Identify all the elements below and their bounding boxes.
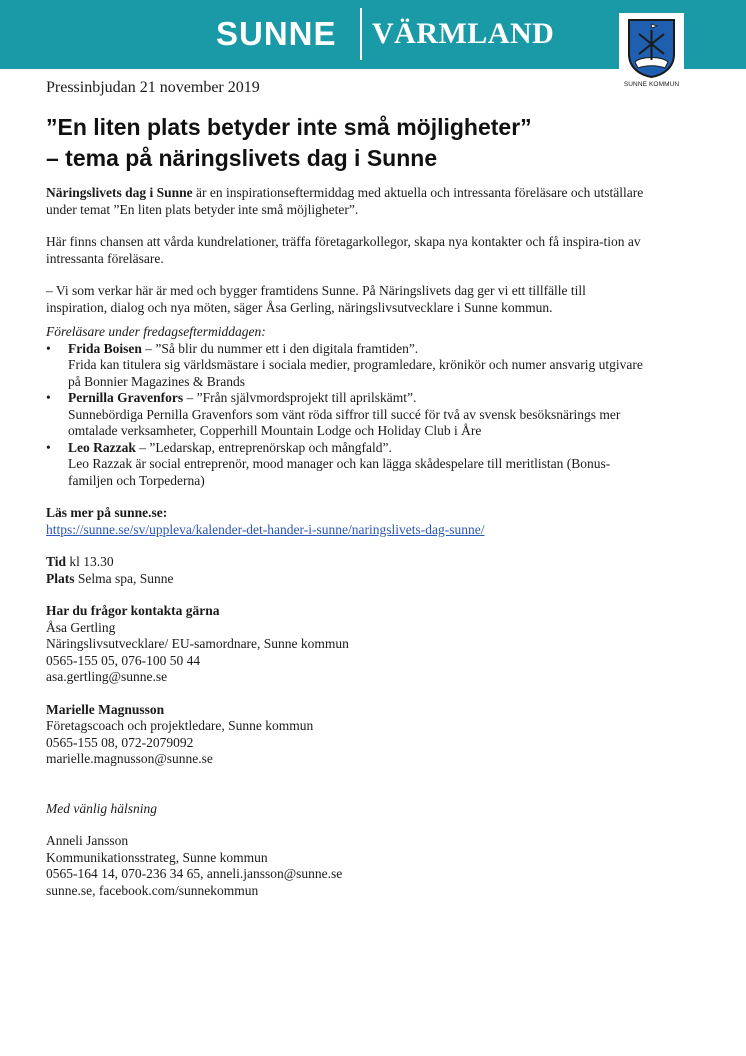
signature-role: Kommunikationsstrateg, Sunne kommun: [46, 849, 268, 865]
contact2-phone: 0565-155 08, 072-2079092: [46, 734, 194, 750]
headline-line-2: – tema på näringslivets dag i Sunne: [46, 145, 438, 171]
contact1-role: Näringslivsutvecklare/ EU-samordnare, Sunne kommun: [46, 636, 349, 651]
brand-region: VÄRMLAND: [372, 17, 555, 50]
speaker-name: Leo Razzak: [68, 439, 136, 455]
brand-divider: [360, 8, 362, 60]
paragraph-chance: Här finns chansen att vårda kundrelationer, träffa företagarkollegor, skapa nya kontakter och få inspira-tion av intressanta föreläsare.: [46, 234, 641, 266]
contact-heading: [46, 603, 646, 620]
contact2-name-text: Marielle Magnusson: [46, 701, 165, 717]
speaker-name: Frida Boisen: [68, 340, 142, 356]
contact2-role: Företagscoach och projektledare, Sunne kommun: [46, 718, 314, 733]
intro-text: är en inspirationseftermiddag med aktuella och intressanta föreläsare och utställare under temat ”En liten plats betyder inte små möjligheter”.: [46, 185, 644, 217]
logo-caption: SUNNE KOMMUN: [623, 81, 680, 88]
signature-contact: 0565-164 14, 070-236 34 65, anneli.jansson@sunne.se: [46, 866, 343, 881]
place-line: [46, 571, 646, 588]
speaker-item: [46, 390, 646, 440]
speaker-item: [46, 341, 646, 391]
contact1-name: Åsa Gertling: [46, 619, 116, 635]
signature-name: Anneli Jansson: [46, 833, 129, 848]
headline-line-1: ”En liten plats betyder inte små möjligheter”: [46, 114, 532, 140]
speaker-name: Pernilla Gravenfors: [68, 390, 184, 405]
place-label: Plats: [46, 570, 75, 586]
readmore-link-line: [46, 522, 646, 539]
time-line: [46, 554, 646, 571]
speaker-description: Sunnebördiga Pernilla Gravenfors som vänt röda siffror till succé för två av svensk besöksnärings mer omtalade verksamheter, Copperhill Mountain Lodge och Holiday Club i Åre: [68, 406, 621, 438]
speaker-talk: – ”Från självmordsprojekt till aprilskämt”.: [183, 390, 417, 405]
place-value: Selma spa, Sunne: [74, 570, 174, 586]
bullet: •: [46, 439, 51, 455]
paragraph-quote: – Vi som verkar här är med och bygger framtidens Sunne. På Näringslivets dag ger vi ett tillfälle till inspiration, dialog och nya möten, säger Åsa Gerling, näringslivsutvecklare i Sunne kommun.: [46, 283, 586, 315]
intro-bold: Näringslivets dag i Sunne: [46, 185, 193, 200]
intro-paragraph: [46, 185, 646, 218]
press-release-body: [46, 78, 646, 899]
speaker-talk: – ”Så blir du nummer ett i den digitala framtiden”.: [141, 340, 419, 356]
speaker-talk: – ”Ledarskap, entreprenörskap och mångfald”.: [135, 439, 392, 455]
contact2-email: marielle.magnusson@sunne.se: [46, 751, 213, 766]
contact1-email: asa.gertling@sunne.se: [46, 669, 168, 684]
time-value: kl 13.30: [66, 554, 114, 569]
headline: [46, 112, 646, 174]
speakers-heading: Föreläsare under fredagseftermiddagen:: [46, 324, 266, 339]
readmore-heading-text: Läs mer på sunne.se:: [46, 505, 168, 520]
time-label: Tid: [46, 554, 67, 569]
contact1-phone: 0565-155 05, 076-100 50 44: [46, 652, 201, 668]
speaker-item: [46, 440, 646, 490]
speaker-description: Frida kan titulera sig världsmästare i sociala medier, programledare, krönikör och numer ansvarig utgivare på Bonnier Magazines & Brands: [68, 357, 643, 389]
contact2-name: [46, 702, 646, 719]
coat-of-arms-icon: [627, 18, 676, 78]
speakers-list: [46, 341, 646, 490]
contact-heading-text: Har du frågor kontakta gärna: [46, 603, 220, 618]
dateline: Pressinbjudan 21 november 2019: [46, 79, 260, 96]
signature-web: sunne.se, facebook.com/sunnekommun: [46, 882, 259, 898]
bullet: •: [46, 340, 51, 356]
speaker-description: Leo Razzak är social entreprenör, mood manager och kan lägga skådespelare till meritlistan (Bonus-familjen och Torpederna): [68, 456, 611, 488]
readmore-heading: [46, 505, 646, 522]
event-link[interactable]: https://sunne.se/sv/uppleva/kalender-det-hander-i-sunne/naringslivets-dag-sunne/: [46, 521, 485, 537]
brand-name: SUNNE: [216, 15, 337, 52]
bullet: •: [46, 390, 51, 405]
closing: Med vänlig hälsning: [46, 800, 157, 816]
